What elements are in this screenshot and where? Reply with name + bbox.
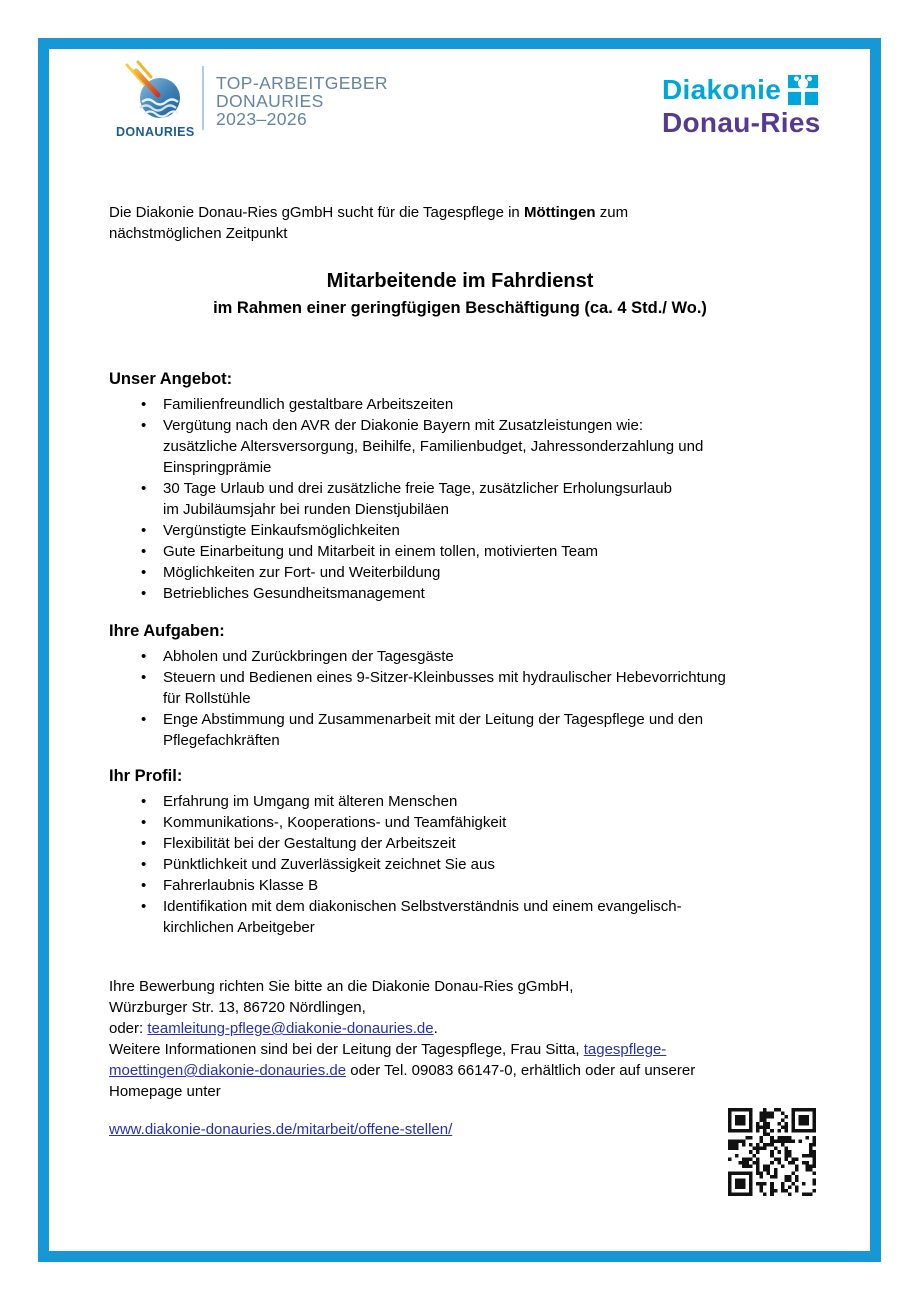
email-link[interactable]: tagespflege- bbox=[583, 1041, 667, 1058]
bullet-item: • Kommunikations-, Kooperations- und Teamfähigkeit bbox=[163, 812, 821, 833]
bullet-item: • Fahrerlaubnis Klasse B bbox=[163, 875, 821, 896]
bullet-item: • Vergütung nach den AVR der Diakonie Bayern mit Zusatzleistungen wie: zusätzliche Altersversorgung, Beihilfe, Familienbudget, Jahressonderzahlung und Einspringprämie bbox=[163, 415, 821, 478]
contact-text: oder: bbox=[109, 1020, 148, 1037]
kronenkreuz-icon bbox=[788, 75, 818, 105]
top-arbeitgeber-line3: 2023–2026 bbox=[216, 109, 308, 129]
contact-text: Würzburger Str. 13, 86720 Nördlingen, bbox=[109, 999, 366, 1016]
donauries-logo-block bbox=[116, 60, 194, 139]
job-title-block bbox=[109, 268, 811, 319]
bullet-item: • Flexibilität bei der Gestaltung der Arbeitszeit bbox=[163, 833, 821, 854]
section-heading: Ihre Aufgaben: bbox=[109, 622, 225, 640]
contact-text: Homepage unter bbox=[109, 1083, 221, 1100]
contact-line bbox=[109, 997, 821, 1018]
job-title: Mitarbeitende im Fahrdienst bbox=[326, 270, 594, 292]
bullet-list bbox=[109, 394, 821, 604]
bullet-item: • Erfahrung im Umgang mit älteren Menschen bbox=[163, 791, 821, 812]
job-section bbox=[109, 369, 821, 604]
bullet-item: • Pünktlichkeit und Zuverlässigkeit zeichnet Sie aus bbox=[163, 854, 821, 875]
top-arbeitgeber-logo bbox=[116, 60, 388, 139]
contact-block bbox=[109, 976, 821, 1102]
top-arbeitgeber-line2: DONAURIES bbox=[216, 91, 324, 111]
contact-text: oder Tel. 09083 66147-0, erhältlich oder auf unserer bbox=[346, 1062, 696, 1079]
bullet-list bbox=[109, 646, 821, 751]
contact-text: Weitere Informationen sind bei der Leitung der Tagespflege, Frau Sitta, bbox=[109, 1041, 584, 1058]
job-section bbox=[109, 621, 821, 751]
contact-line bbox=[109, 1060, 821, 1081]
diakonie-logo bbox=[662, 74, 821, 139]
contact-text: . bbox=[433, 1020, 438, 1037]
intro-paragraph bbox=[109, 202, 628, 244]
bullet-item: • Abholen und Zurückbringen der Tagesgäste bbox=[163, 646, 821, 667]
website-link-row bbox=[109, 1121, 452, 1138]
contact-line bbox=[109, 1081, 821, 1102]
bullet-item: • Enge Abstimmung und Zusammenarbeit mit der Leitung der Tagespflege und den Pflegefachkräften bbox=[163, 709, 821, 751]
bullet-item: • Identifikation mit dem diakonischen Selbstverständnis und einem evangelisch- kirchlichen Arbeitgeber bbox=[163, 896, 821, 938]
email-link[interactable]: teamleitung-pflege@diakonie-donauries.de bbox=[147, 1020, 434, 1037]
intro-text: Die Diakonie Donau-Ries gGmbH sucht für die Tagespflege in bbox=[109, 204, 524, 221]
bullet-item: • Betriebliches Gesundheitsmanagement bbox=[163, 583, 821, 604]
bullet-item: • Möglichkeiten zur Fort- und Weiterbildung bbox=[163, 562, 821, 583]
bullet-item: • Steuern und Bedienen eines 9-Sitzer-Kleinbusses mit hydraulischer Hebevorrichtung für Rollstühle bbox=[163, 667, 821, 709]
donauries-comet-globe-icon bbox=[120, 60, 190, 122]
bullet-list bbox=[109, 791, 821, 938]
section-heading: Ihr Profil: bbox=[109, 767, 183, 785]
bullet-item: • Familienfreundlich gestaltbare Arbeitszeiten bbox=[163, 394, 821, 415]
top-arbeitgeber-line1: TOP-ARBEITGEBER bbox=[216, 73, 388, 93]
website-link[interactable]: www.diakonie-donauries.de/mitarbeit/offene-stellen/ bbox=[109, 1121, 453, 1138]
bullet-item: • 30 Tage Urlaub und drei zusätzliche freie Tage, zusätzlicher Erholungsurlaub im Jubiläumsjahr bei runden Dienstjubiläen bbox=[163, 478, 821, 520]
diakonie-wordmark: Diakonie bbox=[662, 74, 782, 105]
qr-code bbox=[728, 1108, 816, 1196]
job-section bbox=[109, 766, 821, 938]
email-link[interactable]: moettingen@diakonie-donauries.de bbox=[109, 1062, 347, 1079]
bullet-item: • Gute Einarbeitung und Mitarbeit in einem tollen, motivierten Team bbox=[163, 541, 821, 562]
diakonie-region-wordmark: Donau-Ries bbox=[662, 107, 821, 138]
intro-text-after: zum bbox=[595, 204, 629, 221]
intro-line1 bbox=[109, 202, 628, 223]
contact-text: Ihre Bewerbung richten Sie bitte an die Diakonie Donau-Ries gGmbH, bbox=[109, 978, 574, 995]
job-subtitle: im Rahmen einer geringfügigen Beschäftigung (ca. 4 Std./ Wo.) bbox=[213, 299, 707, 317]
intro-location-bold: Möttingen bbox=[523, 204, 596, 221]
section-heading: Unser Angebot: bbox=[109, 370, 233, 388]
logo-divider bbox=[202, 66, 204, 130]
top-arbeitgeber-text bbox=[216, 74, 388, 128]
contact-line bbox=[109, 1018, 821, 1039]
bullet-item: • Vergünstigte Einkaufsmöglichkeiten bbox=[163, 520, 821, 541]
contact-line bbox=[109, 976, 821, 997]
intro-line2: nächstmöglichen Zeitpunkt bbox=[109, 225, 288, 242]
donauries-logo-caption: DONAURIES bbox=[116, 125, 195, 139]
contact-line bbox=[109, 1039, 821, 1060]
